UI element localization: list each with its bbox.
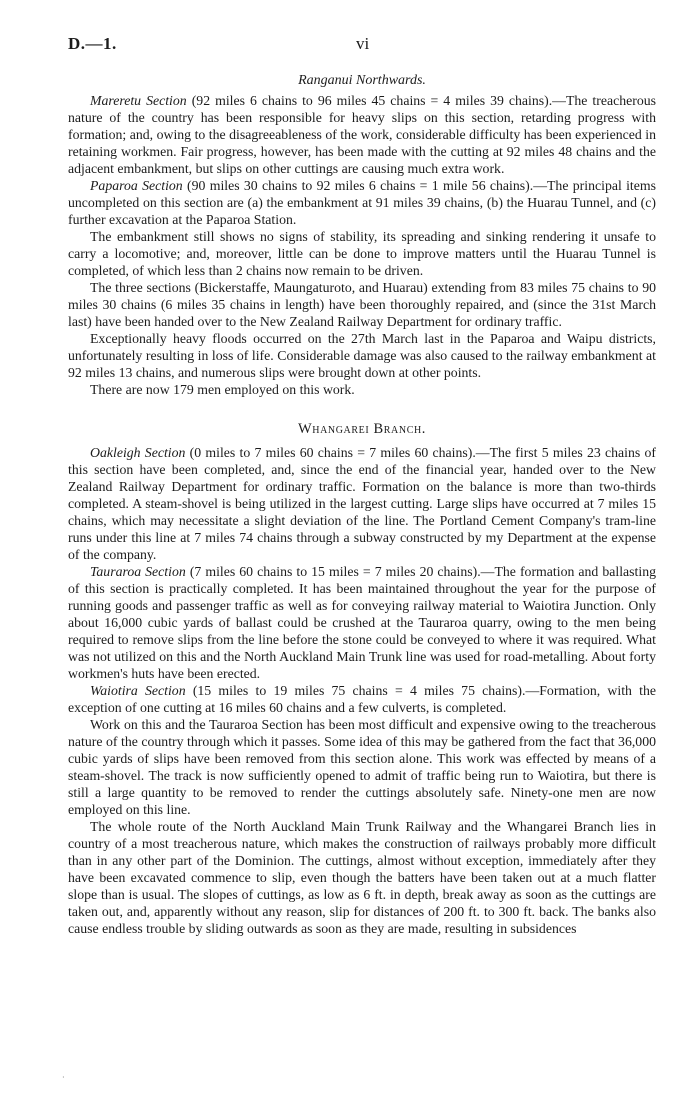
paragraph-text: (92 miles 6 chains to 96 miles 45 chains = 4 miles 39 chains).—The treacherous nature of the country has been responsible for heavy slips on this section, retarding progress with formation; and, owing to the disagreeableness of the work, considerable difficulty has been experienced in retaining workmen. Fair progress, however, has been made with the cutting at 92 miles 48 chains and the adjacent embankment, but slips on other cuttings are causing much extra work. <box>68 93 656 176</box>
paragraph <box>68 228 656 279</box>
paragraph <box>68 682 656 716</box>
paragraph <box>68 444 656 563</box>
page-number: vi <box>356 34 370 53</box>
paragraph <box>68 563 656 682</box>
document-page <box>68 34 656 937</box>
paragraph <box>68 279 656 330</box>
page-header <box>68 34 656 60</box>
paragraph <box>68 177 656 228</box>
paragraph-text: (7 miles 60 chains to 15 miles = 7 miles 20 chains).—The formation and ballasting of this section is practically completed. It has been maintained throughout the year for the purpose of running goods and passenger traffic as well as for conveying railway material to Waiotira Junction. Only about 16,000 cubic yards of ballast could be crushed at the Tauraroa quarry, owing to the men being required to remove slips from the line before the stone could be conveyed to where it was required. What was not utilized on this and the North Auckland Main Trunk line was used for road-metalling. About forty workmen's huts have been erected. <box>68 564 657 681</box>
scan-mark: · <box>62 1073 65 1082</box>
paragraph <box>68 381 656 398</box>
section-heading: Whangarei Branch. <box>297 421 427 437</box>
paragraph-text: (90 miles 30 chains to 92 miles 6 chains = 1 mile 56 chains).—The principal items uncompleted on this section are (a) the embankment at 91 miles 39 chains, (b) the Huarau Tunnel, and (c) further excavation at the Paparoa Station. <box>68 178 656 227</box>
paragraph-text: (0 miles to 7 miles 60 chains = 7 miles 60 chains).—The first 5 miles 23 chains of this section have been completed, and, since the end of the financial year, handed over to the New Zealand Railway Department for ordinary traffic. Formation on the balance is more than two-thirds completed. A steam-shovel is being utilized in the largest cutting. Large slips have occurred at 7 miles 15 chains, which may necessitate a slight deviation of the line. The Portland Cement Company's tram-line runs under this line at 7 miles 74 chains through a subway constructed by my Department at the expense of the company. <box>68 445 656 562</box>
paragraph <box>68 92 656 177</box>
section-name: Oakleigh Section <box>90 445 186 460</box>
subsection-title: Ranganui Northwards. <box>298 73 426 88</box>
paragraph <box>68 716 656 818</box>
section-name: Paparoa Section <box>90 178 183 193</box>
paragraph-text: There are now 179 men employed on this work. <box>90 382 355 397</box>
section-name: Tauraroa Section <box>90 564 186 579</box>
paragraph-text: (15 miles to 19 miles 75 chains = 4 miles 75 chains).—Formation, with the exception of one cutting at 16 miles 60 chains and a few culverts, is completed. <box>68 683 656 715</box>
document-reference: D.—1. <box>68 34 117 53</box>
paragraph <box>68 330 656 381</box>
section-name: Mareretu Section <box>90 93 187 108</box>
paragraph-text: Exceptionally heavy floods occurred on the 27th March last in the Paparoa and Waipu districts, unfortunately resulting in loss of life. Considerable damage was also caused to the railway embankment at 92 miles 13 chains, and numerous slips were brought down at other points. <box>68 331 656 380</box>
paragraph-text: Work on this and the Tauraroa Section has been most difficult and expensive owing to the treacherous nature of the country through which it passes. Some idea of this may be gathered from the fact that 36,000 cubic yards of slips have been removed from this section alone. This work was effected by means of a steam-shovel. The track is now sufficiently opened to admit of traffic being run to Waiotira, but there is still a large quantity to be removed to render the cuttings absolutely safe. Ninety-one men are now employed on this line. <box>68 717 656 817</box>
paragraph-text: The three sections (Bickerstaffe, Maungaturoto, and Huarau) extending from 83 miles 75 chains to 90 miles 30 chains (6 miles 35 chains in length) have been thoroughly repaired, and (since the 31st March last) have been handed over to the New Zealand Railway Department for ordinary traffic. <box>68 280 656 329</box>
paragraph <box>68 818 656 937</box>
paragraph-text: The embankment still shows no signs of stability, its spreading and sinking rendering it unsafe to carry a locomotive; and, moreover, little can be done to improve matters until the Huarau Tunnel is completed, of which less than 2 chains now remain to be driven. <box>68 229 656 278</box>
section-name: Waiotira Section <box>90 683 186 698</box>
paragraph-text: The whole route of the North Auckland Main Trunk Railway and the Whangarei Branch lies in country of a most treacherous nature, which makes the construction of railways probably more difficult than in any other part of the Dominion. The cuttings, almost without exception, immediately after they have been excavated commence to slip, even though the batters have been taken out at a much flatter slope than is usual. The slopes of cuttings, as low as 6 ft. in depth, break away as soon as the cuttings are taken out, and, apparently without any reason, slip for distances of 200 ft. to 300 ft. back. The banks also cause endless trouble by sliding outwards as soon as they are made, resulting in subsidences <box>68 819 656 936</box>
